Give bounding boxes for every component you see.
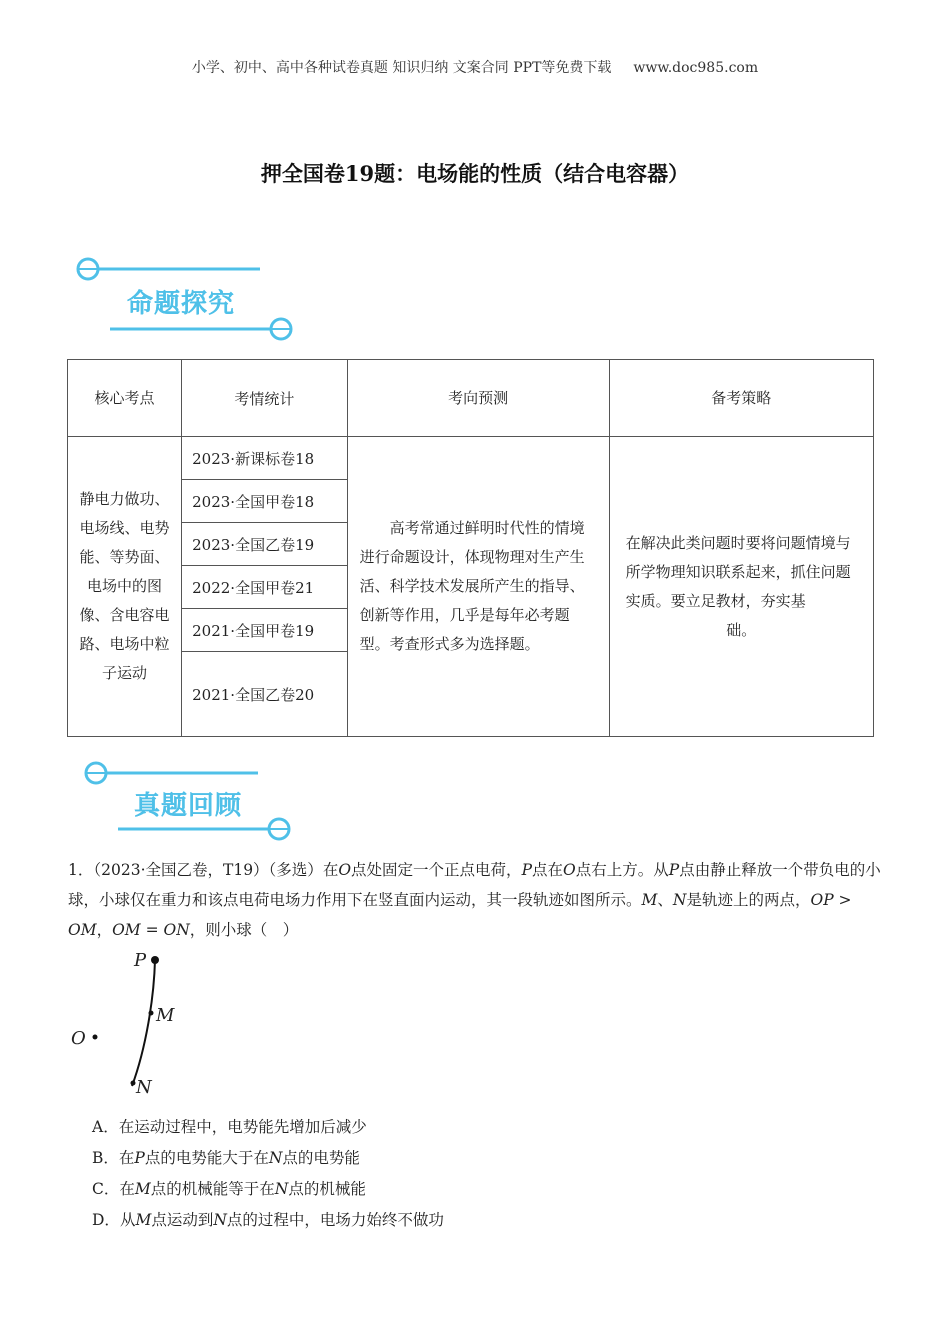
label-o: O <box>71 1028 86 1049</box>
point-n-dot <box>131 1081 136 1086</box>
option-var: M <box>135 1211 152 1229</box>
var-m: M <box>641 891 658 909</box>
option-letter: A． <box>92 1118 119 1136</box>
question-text: 点在 <box>532 861 564 879</box>
label-n: N <box>136 1077 152 1098</box>
header-url[interactable]: www.doc985.com <box>633 60 759 76</box>
label-m: M <box>156 1005 175 1026</box>
trajectory-figure <box>66 948 226 1112</box>
point-o-dot <box>93 1035 98 1040</box>
label-p: P <box>134 950 147 971</box>
option-a[interactable] <box>92 1112 444 1143</box>
var-p: P <box>668 861 680 879</box>
option-text: 在 <box>118 1149 135 1167</box>
page-title: 押全国卷19题：电场能的性质（结合电容器） <box>260 161 690 186</box>
option-text: 点运动到 <box>151 1211 214 1229</box>
option-text: 在运动过程中，电势能先增加后减少 <box>118 1118 367 1136</box>
header-strategy: 备考策略 <box>609 360 873 437</box>
header-stats: 考情统计 <box>182 360 348 437</box>
option-var: N <box>213 1211 227 1229</box>
var-o: O <box>563 861 576 879</box>
point-m-dot <box>149 1011 154 1016</box>
header-core-point: 核心考点 <box>68 360 182 437</box>
exam-analysis-table <box>67 359 874 737</box>
option-c[interactable] <box>92 1174 444 1205</box>
var-o: O <box>338 861 352 879</box>
option-var: P <box>134 1149 145 1167</box>
question-text: 点右上方。从 <box>575 861 669 879</box>
trajectory-curve <box>132 960 155 1086</box>
page-header <box>0 57 950 77</box>
condition-1: OP > OM <box>68 891 852 939</box>
question-number: 1． <box>68 861 94 879</box>
banner-mingti <box>72 255 302 345</box>
option-text: 点的机械能等于在 <box>150 1180 275 1198</box>
banner-label: 真题回顾 <box>134 791 243 821</box>
question-1 <box>68 855 883 945</box>
option-var: M <box>134 1180 151 1198</box>
option-text: 点的电势能 <box>282 1149 360 1167</box>
stat-cell: 2022·全国甲卷21 <box>182 566 348 609</box>
header-prediction: 考向预测 <box>347 360 609 437</box>
table-row <box>68 437 874 480</box>
stat-cell: 2021·全国乙卷20 <box>182 652 348 737</box>
option-var: N <box>268 1149 283 1167</box>
question-text: 在 <box>322 861 339 879</box>
strategy-tail: 础。 <box>726 620 757 639</box>
option-letter: D． <box>92 1211 120 1229</box>
question-text: 、 <box>657 891 673 909</box>
prediction-cell <box>347 437 609 737</box>
option-d[interactable] <box>92 1205 444 1236</box>
point-p-dot <box>151 956 159 964</box>
core-point-cell: 静电力做功、电场线、电势能、等势面、电场中的图像、含电容电路、电场中粒子运动 <box>68 437 182 737</box>
strategy-cell <box>609 437 873 737</box>
question-source: （2023·全国乙卷，T19）（多选） <box>93 861 323 879</box>
option-var: N <box>274 1180 289 1198</box>
stat-cell: 2021·全国甲卷19 <box>182 609 348 652</box>
var-p: P <box>521 861 532 879</box>
option-text: 从 <box>119 1211 136 1229</box>
question-text: 点处固定一个正点电荷， <box>351 861 522 879</box>
option-letter: C． <box>92 1180 120 1198</box>
option-text: 点的过程中，电场力始终不做功 <box>226 1211 444 1229</box>
option-text: 点的机械能 <box>288 1180 366 1198</box>
option-b[interactable] <box>92 1143 444 1174</box>
stat-cell: 2023·全国甲卷18 <box>182 480 348 523</box>
condition-2: OM = ON <box>112 921 190 939</box>
answer-options <box>92 1112 444 1236</box>
stat-cell: 2023·全国乙卷19 <box>182 523 348 566</box>
banner-zhenti <box>72 759 302 849</box>
question-text: 是轨迹上的两点， <box>686 891 811 909</box>
var-n: N <box>672 891 687 909</box>
option-text: 点的电势能大于在 <box>144 1149 269 1167</box>
question-text: 点由静止释放一个带负电的小球，小球仅在重力和该点电荷电场力作用下在竖直面内运动，其一段轨迹如图所示。 <box>68 861 881 909</box>
table-header-row <box>68 360 874 437</box>
question-text: ，则小球（ ） <box>189 921 299 939</box>
header-text: 小学、初中、高中各种试卷真题 知识归纳 文案合同 PPT等免费下载 <box>191 60 612 76</box>
question-text: ， <box>96 921 113 939</box>
stat-cell: 2023·新课标卷18 <box>182 437 348 480</box>
strategy-text: 在解决此类问题时要将问题情境与所学物理知识联系起来，抓住问题实质。要立足教材，夯实基 <box>625 533 851 610</box>
banner-label: 命题探究 <box>127 289 236 319</box>
option-text: 在 <box>119 1180 135 1198</box>
option-letter: B． <box>92 1149 119 1167</box>
prediction-text: 高考常通过鲜明时代性的情境进行命题设计，体现物理对生产生活、科学技术发展所产生的指导、创新等作用，几乎是每年必考题型。考查形式多为选择题。 <box>359 519 585 653</box>
